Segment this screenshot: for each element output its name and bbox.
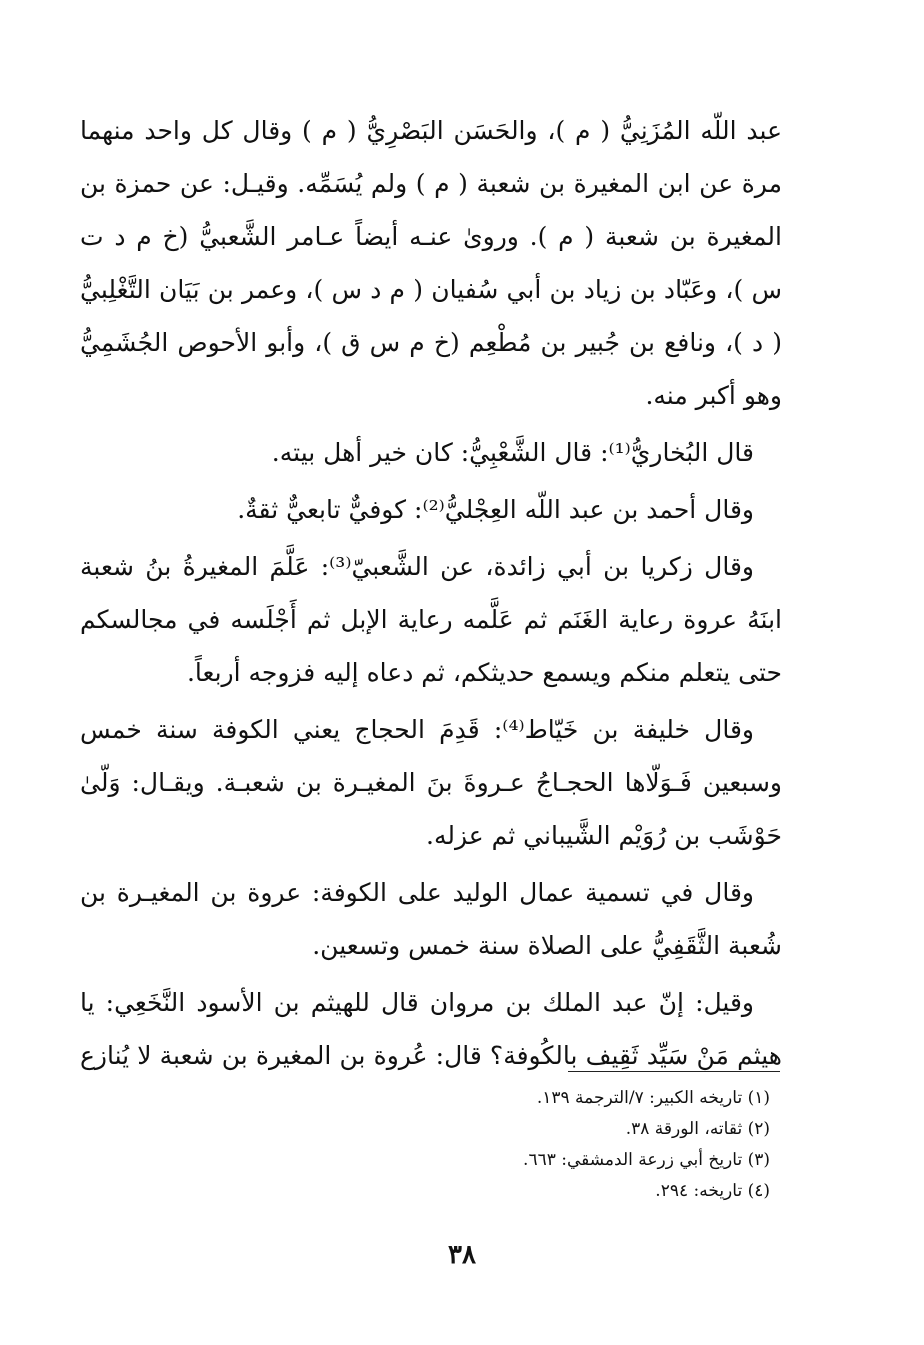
footnotes [300,1083,770,1207]
text-line: وقال في تسمية عمال الوليد على الكوفة: عروة بن المغيـرة بن [80,878,754,907]
footnote-separator [568,1071,780,1072]
text-line: شُعبة الثَّقَفِيُّ على الصلاة سنة خمس وتسعين. [312,931,782,960]
footnote: (٢) ثقاته، الورقة ٣٨. [625,1119,770,1139]
text-line: قال البُخاريُّ⁽¹⁾: قال الشَّعْبِيُّ: كان خير أهل بيته. [271,438,754,467]
text-line: مرة عن ابن المغيرة بن شعبة ( م ) ولم يُسَمِّه. وقيـل: عن حمزة بن [80,169,782,198]
text-line: وقيل: إنّ عبد الملك بن مروان قال للهيثم بن الأسود النَّخَعِي: يا [80,988,754,1017]
text-line: حتى يتعلم منكم ويسمع حديثكم، ثم دعاه إليه فزوجه أربعاً. [186,658,782,687]
text-line: ( د )، ونافع بن جُبير بن مُطْعِم (خ م س ق )، وأبو الأحوص الجُشَمِيُّ [80,328,782,357]
footnote: (٣) تاريخ أبي زرعة الدمشقي: ٦٦٣. [523,1150,770,1170]
text-line: ابنَهُ عروة رعاية الغَنَم ثم عَلَّمه رعاية الإبل ثم أَجْلَسه في مجالسكم [80,605,782,634]
text-line: هيثم مَنْ سَيِّد ثَقِيف بالكُوفة؟ قال: عُروة بن المغيرة بن شعبة لا يُنازع [80,1041,782,1070]
text-line: وقال خليفة بن خَيّاط⁽⁴⁾: قَدِمَ الحجاج يعني الكوفة سنة خمس [80,715,754,744]
text-line: س )، وعَبّاد بن زياد بن أبي سُفيان ( م د س )، وعمر بن بَيَان التَّغْلِبيُّ [80,275,782,304]
body-text [80,104,782,1082]
text-line: المغيرة بن شعبة ( م ). وروىٰ عنـه أيضاً عـامر الشَّعبيُّ (خ م د ت [80,222,782,251]
text-line: وقال أحمد بن عبد اللّه العِجْليُّ⁽²⁾: كوفيٌّ تابعيٌّ ثقةٌ. [237,495,754,524]
text-line: وسبعين فَـوَلّاها الحجـاجُ عـروةَ بنَ المغيـرة بن شعبـة. ويقـال: وَلّىٰ [80,768,782,797]
footnote: (٤) تاريخه: ٢٩٤. [655,1181,770,1201]
text-line: وهو أكبر منه. [645,381,782,410]
text-line: عبد اللّه المُزَنِيُّ ( م )، والحَسَن البَصْرِيُّ ( م ) وقال كل واحد منهما [80,116,782,145]
page-number: ٣٨ [448,1240,476,1270]
text-line: وقال زكريا بن أبي زائدة، عن الشَّعبيّ⁽³⁾: عَلَّمَ المغيرةُ بنُ شعبة [80,552,754,581]
footnote: (١) تاريخه الكبير: ٧/الترجمة ١٣٩. [536,1088,770,1108]
text-line: حَوْشَب بن رُوَيْم الشَّيباني ثم عزله. [426,821,782,850]
